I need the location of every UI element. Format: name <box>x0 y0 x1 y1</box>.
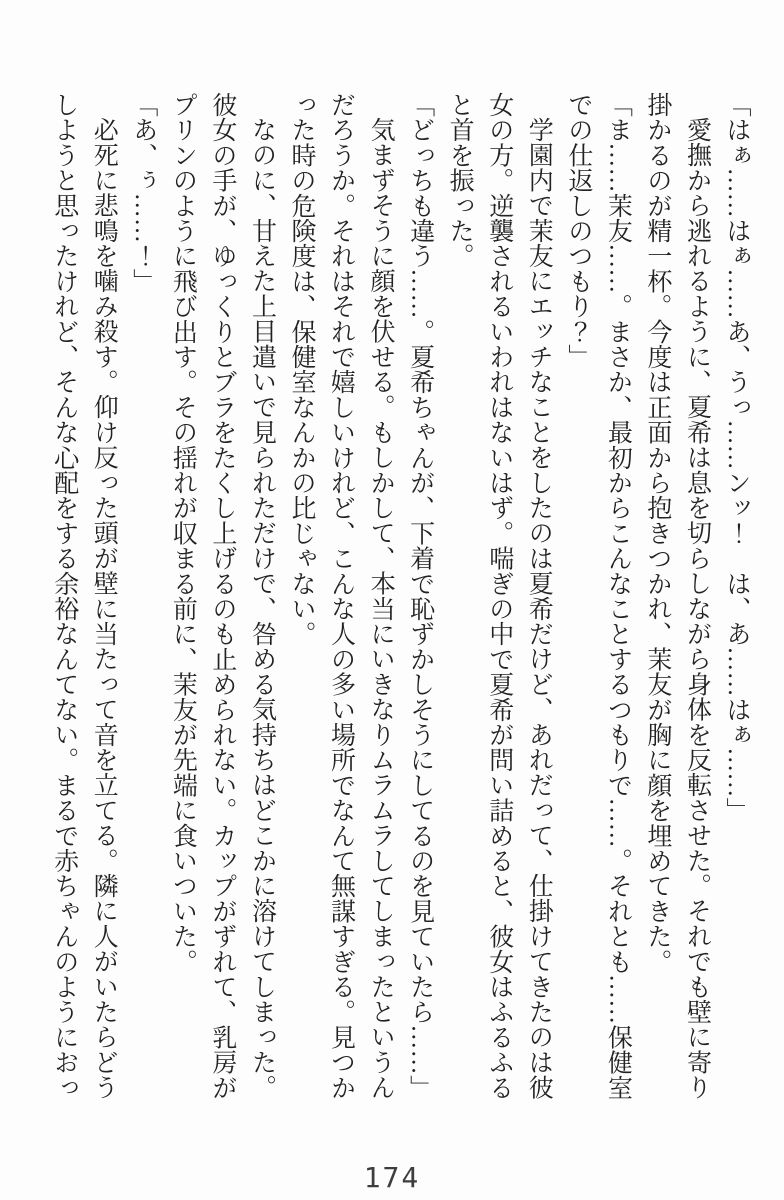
paragraph-narration: 愛撫から逃れるように、夏希は息を切らしながら身体を反転させた。それでも壁に寄り掛かるのが精一杯。今度は正面から抱きつかれ、茉友が胸に顔を埋めてきた。 <box>643 92 711 1100</box>
paragraph-narration: 必死に悲鳴を噛み殺す。仰け反った頭が壁に当たって音を立てる。隣に人がいたらどうしようと思ったけれど、そんな心配をする余裕なんてない。まるで赤ちゃんのようにおっ <box>50 92 118 1100</box>
paragraph-narration: なのに、甘えた上目遣いで見られただけで、咎める気持ちはどこかに溶けてしまった。彼女の手が、ゆっくりとブラをたくし上げるのも止められない。カップがずれて、乳房がプリンのように飛び出す。その揺れが収まる前に、茉友が先端に食いついた。 <box>169 92 276 1100</box>
paragraph-dialogue: 「どっちも違う……。夏希ちゃんが、下着で恥ずかしそうにしてるのを見ていたら……」 <box>406 92 434 1100</box>
paragraph-narration: 気まずそうに顔を伏せる。もしかして、本当にいきなりムラムラしてしまったというんだろうか。それはそれで嬉しいけれど、こんな人の多い場所でなんて無謀すぎる。見つかった時の危険度は、保健室なんかの比じゃない。 <box>287 92 395 1100</box>
page-number: 174 <box>363 1161 421 1194</box>
text-columns <box>44 92 756 1104</box>
paragraph-narration: 学園内で茉友にエッチなことをしたのは夏希だけど、あれだって、仕掛けてきたのは彼女の方。逆襲されるいわれはないはず。喘ぎの中で夏希が問い詰めると、彼女はふるふると首を振った。 <box>446 92 553 1100</box>
paragraph-dialogue: 「あ、ぅ……！」 <box>129 92 157 294</box>
paragraph-dialogue: 「はぁ……はぁ……あ、うっ……ンッ！ は、あ……はぁ……」 <box>723 92 750 823</box>
paragraph-dialogue: 「ま……茉友……。まさか、最初からこんなことするつもりで……。それとも……保健室での仕返しのつもり？」 <box>564 92 632 1100</box>
